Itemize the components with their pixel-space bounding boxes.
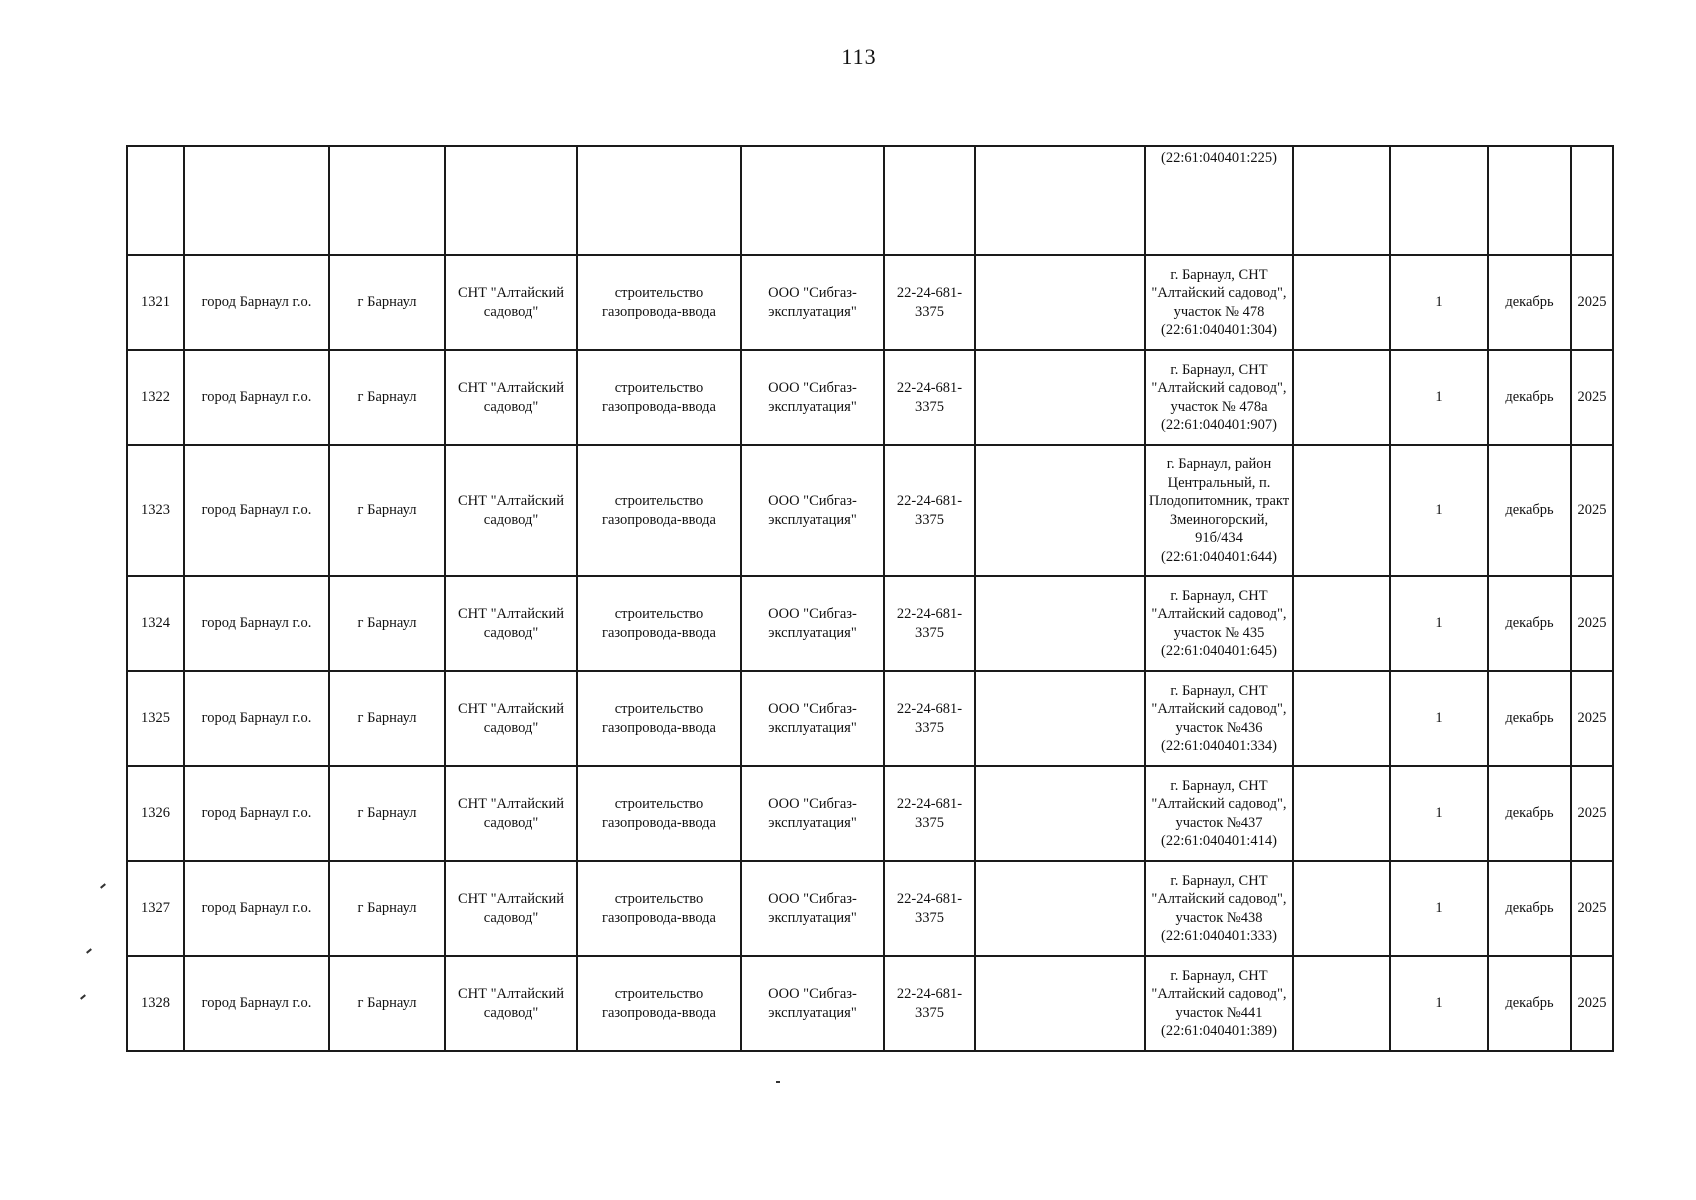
cell-count: 1 bbox=[1390, 956, 1488, 1051]
cell-municipality: город Барнаул г.о. bbox=[184, 576, 329, 671]
cell-blank bbox=[1293, 576, 1390, 671]
scan-speck bbox=[80, 994, 86, 999]
cell-object bbox=[445, 146, 577, 255]
cell-code: 22-24-681-3375 bbox=[884, 956, 975, 1051]
cell-code: 22-24-681-3375 bbox=[884, 861, 975, 956]
cell-settlement: г Барнаул bbox=[329, 956, 445, 1051]
cell-blank bbox=[1293, 861, 1390, 956]
cell-count: 1 bbox=[1390, 350, 1488, 445]
cell-year: 2025 bbox=[1571, 255, 1613, 350]
cell-object: СНТ "Алтайский садовод" bbox=[445, 766, 577, 861]
cell-work: строительство газопровода-ввода bbox=[577, 861, 741, 956]
cell-municipality bbox=[184, 146, 329, 255]
cell-year: 2025 bbox=[1571, 445, 1613, 576]
cell-organization: ООО "Сибгаз-эксплуатация" bbox=[741, 766, 884, 861]
cell-count: 1 bbox=[1390, 255, 1488, 350]
cell-settlement: г Барнаул bbox=[329, 766, 445, 861]
cell-address: г. Барнаул, СНТ "Алтайский садовод", участок №437 (22:61:040401:414) bbox=[1145, 766, 1293, 861]
cell-month: декабрь bbox=[1488, 445, 1571, 576]
cell-organization: ООО "Сибгаз-эксплуатация" bbox=[741, 956, 884, 1051]
scan-speck bbox=[776, 1081, 780, 1083]
cell-extra bbox=[975, 350, 1145, 445]
cell-count bbox=[1390, 146, 1488, 255]
cell-extra bbox=[975, 956, 1145, 1051]
cell-work: строительство газопровода-ввода bbox=[577, 766, 741, 861]
cell-settlement: г Барнаул bbox=[329, 576, 445, 671]
table-row bbox=[127, 671, 1613, 766]
cell-month: декабрь bbox=[1488, 956, 1571, 1051]
cell-no: 1327 bbox=[127, 861, 184, 956]
cell-work: строительство газопровода-ввода bbox=[577, 255, 741, 350]
cell-month: декабрь bbox=[1488, 255, 1571, 350]
cell-address: г. Барнаул, СНТ "Алтайский садовод", участок №436 (22:61:040401:334) bbox=[1145, 671, 1293, 766]
cell-settlement: г Барнаул bbox=[329, 671, 445, 766]
cell-organization: ООО "Сибгаз-эксплуатация" bbox=[741, 671, 884, 766]
cell-count: 1 bbox=[1390, 671, 1488, 766]
cell-settlement: г Барнаул bbox=[329, 445, 445, 576]
cell-work: строительство газопровода-ввода bbox=[577, 956, 741, 1051]
cell-code: 22-24-681-3375 bbox=[884, 350, 975, 445]
cell-code: 22-24-681-3375 bbox=[884, 576, 975, 671]
cell-code: 22-24-681-3375 bbox=[884, 255, 975, 350]
cell-work bbox=[577, 146, 741, 255]
cell-extra bbox=[975, 576, 1145, 671]
cell-object: СНТ "Алтайский садовод" bbox=[445, 671, 577, 766]
cell-no: 1325 bbox=[127, 671, 184, 766]
page-number: 113 bbox=[841, 44, 877, 69]
cell-municipality: город Барнаул г.о. bbox=[184, 445, 329, 576]
cell-address: г. Барнаул, район Центральный, п. Плодопитомник, тракт Змеиногорский, 91б/434 (22:61:040401:644) bbox=[1145, 445, 1293, 576]
cell-no: 1323 bbox=[127, 445, 184, 576]
cell-blank bbox=[1293, 255, 1390, 350]
cell-organization: ООО "Сибгаз-эксплуатация" bbox=[741, 350, 884, 445]
cell-no bbox=[127, 146, 184, 255]
cell-code: 22-24-681-3375 bbox=[884, 671, 975, 766]
cell-extra bbox=[975, 255, 1145, 350]
cell-address: г. Барнаул, СНТ "Алтайский садовод", участок № 478а (22:61:040401:907) bbox=[1145, 350, 1293, 445]
cell-address: (22:61:040401:225) bbox=[1145, 146, 1293, 255]
cell-year: 2025 bbox=[1571, 766, 1613, 861]
cell-address: г. Барнаул, СНТ "Алтайский садовод", участок № 435 (22:61:040401:645) bbox=[1145, 576, 1293, 671]
cell-year: 2025 bbox=[1571, 576, 1613, 671]
cell-extra bbox=[975, 146, 1145, 255]
cell-extra bbox=[975, 445, 1145, 576]
cell-municipality: город Барнаул г.о. bbox=[184, 255, 329, 350]
cell-work: строительство газопровода-ввода bbox=[577, 576, 741, 671]
cell-organization: ООО "Сибгаз-эксплуатация" bbox=[741, 576, 884, 671]
table-row bbox=[127, 445, 1613, 576]
cell-municipality: город Барнаул г.о. bbox=[184, 861, 329, 956]
cell-extra bbox=[975, 861, 1145, 956]
cell-address: г. Барнаул, СНТ "Алтайский садовод", участок №438 (22:61:040401:333) bbox=[1145, 861, 1293, 956]
cell-organization: ООО "Сибгаз-эксплуатация" bbox=[741, 861, 884, 956]
cell-no: 1324 bbox=[127, 576, 184, 671]
cell-extra bbox=[975, 671, 1145, 766]
cell-extra bbox=[975, 766, 1145, 861]
scan-speck bbox=[86, 948, 92, 953]
cell-work: строительство газопровода-ввода bbox=[577, 350, 741, 445]
register-body bbox=[127, 146, 1613, 1051]
cell-object: СНТ "Алтайский садовод" bbox=[445, 576, 577, 671]
table-row bbox=[127, 766, 1613, 861]
cell-address: г. Барнаул, СНТ "Алтайский садовод", участок № 478 (22:61:040401:304) bbox=[1145, 255, 1293, 350]
cell-object: СНТ "Алтайский садовод" bbox=[445, 861, 577, 956]
cell-month: декабрь bbox=[1488, 350, 1571, 445]
cell-year: 2025 bbox=[1571, 861, 1613, 956]
cell-count: 1 bbox=[1390, 766, 1488, 861]
cell-object: СНТ "Алтайский садовод" bbox=[445, 350, 577, 445]
cell-year: 2025 bbox=[1571, 350, 1613, 445]
scan-speck bbox=[100, 883, 106, 888]
cell-no: 1322 bbox=[127, 350, 184, 445]
cell-blank bbox=[1293, 445, 1390, 576]
cell-object: СНТ "Алтайский садовод" bbox=[445, 255, 577, 350]
table-row bbox=[127, 350, 1613, 445]
table-row-continuation bbox=[127, 146, 1613, 255]
cell-month: декабрь bbox=[1488, 576, 1571, 671]
cell-year: 2025 bbox=[1571, 671, 1613, 766]
cell-no: 1326 bbox=[127, 766, 184, 861]
cell-municipality: город Барнаул г.о. bbox=[184, 671, 329, 766]
cell-code: 22-24-681-3375 bbox=[884, 766, 975, 861]
cell-month bbox=[1488, 146, 1571, 255]
table-row bbox=[127, 576, 1613, 671]
cell-blank bbox=[1293, 956, 1390, 1051]
cell-code bbox=[884, 146, 975, 255]
cell-blank bbox=[1293, 350, 1390, 445]
cell-count: 1 bbox=[1390, 445, 1488, 576]
register-table bbox=[126, 145, 1614, 1052]
cell-address: г. Барнаул, СНТ "Алтайский садовод", участок №441 (22:61:040401:389) bbox=[1145, 956, 1293, 1051]
cell-object: СНТ "Алтайский садовод" bbox=[445, 956, 577, 1051]
cell-month: декабрь bbox=[1488, 861, 1571, 956]
cell-code: 22-24-681-3375 bbox=[884, 445, 975, 576]
cell-blank bbox=[1293, 766, 1390, 861]
cell-work: строительство газопровода-ввода bbox=[577, 445, 741, 576]
table-row bbox=[127, 255, 1613, 350]
cell-settlement: г Барнаул bbox=[329, 255, 445, 350]
cell-no: 1321 bbox=[127, 255, 184, 350]
cell-organization bbox=[741, 146, 884, 255]
cell-count: 1 bbox=[1390, 861, 1488, 956]
cell-month: декабрь bbox=[1488, 766, 1571, 861]
cell-organization: ООО "Сибгаз-эксплуатация" bbox=[741, 445, 884, 576]
cell-blank bbox=[1293, 146, 1390, 255]
table-row bbox=[127, 861, 1613, 956]
cell-municipality: город Барнаул г.о. bbox=[184, 956, 329, 1051]
cell-settlement: г Барнаул bbox=[329, 350, 445, 445]
cell-settlement: г Барнаул bbox=[329, 861, 445, 956]
cell-no: 1328 bbox=[127, 956, 184, 1051]
cell-settlement bbox=[329, 146, 445, 255]
cell-object: СНТ "Алтайский садовод" bbox=[445, 445, 577, 576]
cell-organization: ООО "Сибгаз-эксплуатация" bbox=[741, 255, 884, 350]
table-row bbox=[127, 956, 1613, 1051]
cell-municipality: город Барнаул г.о. bbox=[184, 766, 329, 861]
cell-year bbox=[1571, 146, 1613, 255]
cell-blank bbox=[1293, 671, 1390, 766]
cell-work: строительство газопровода-ввода bbox=[577, 671, 741, 766]
cell-year: 2025 bbox=[1571, 956, 1613, 1051]
cell-municipality: город Барнаул г.о. bbox=[184, 350, 329, 445]
cell-count: 1 bbox=[1390, 576, 1488, 671]
cell-month: декабрь bbox=[1488, 671, 1571, 766]
